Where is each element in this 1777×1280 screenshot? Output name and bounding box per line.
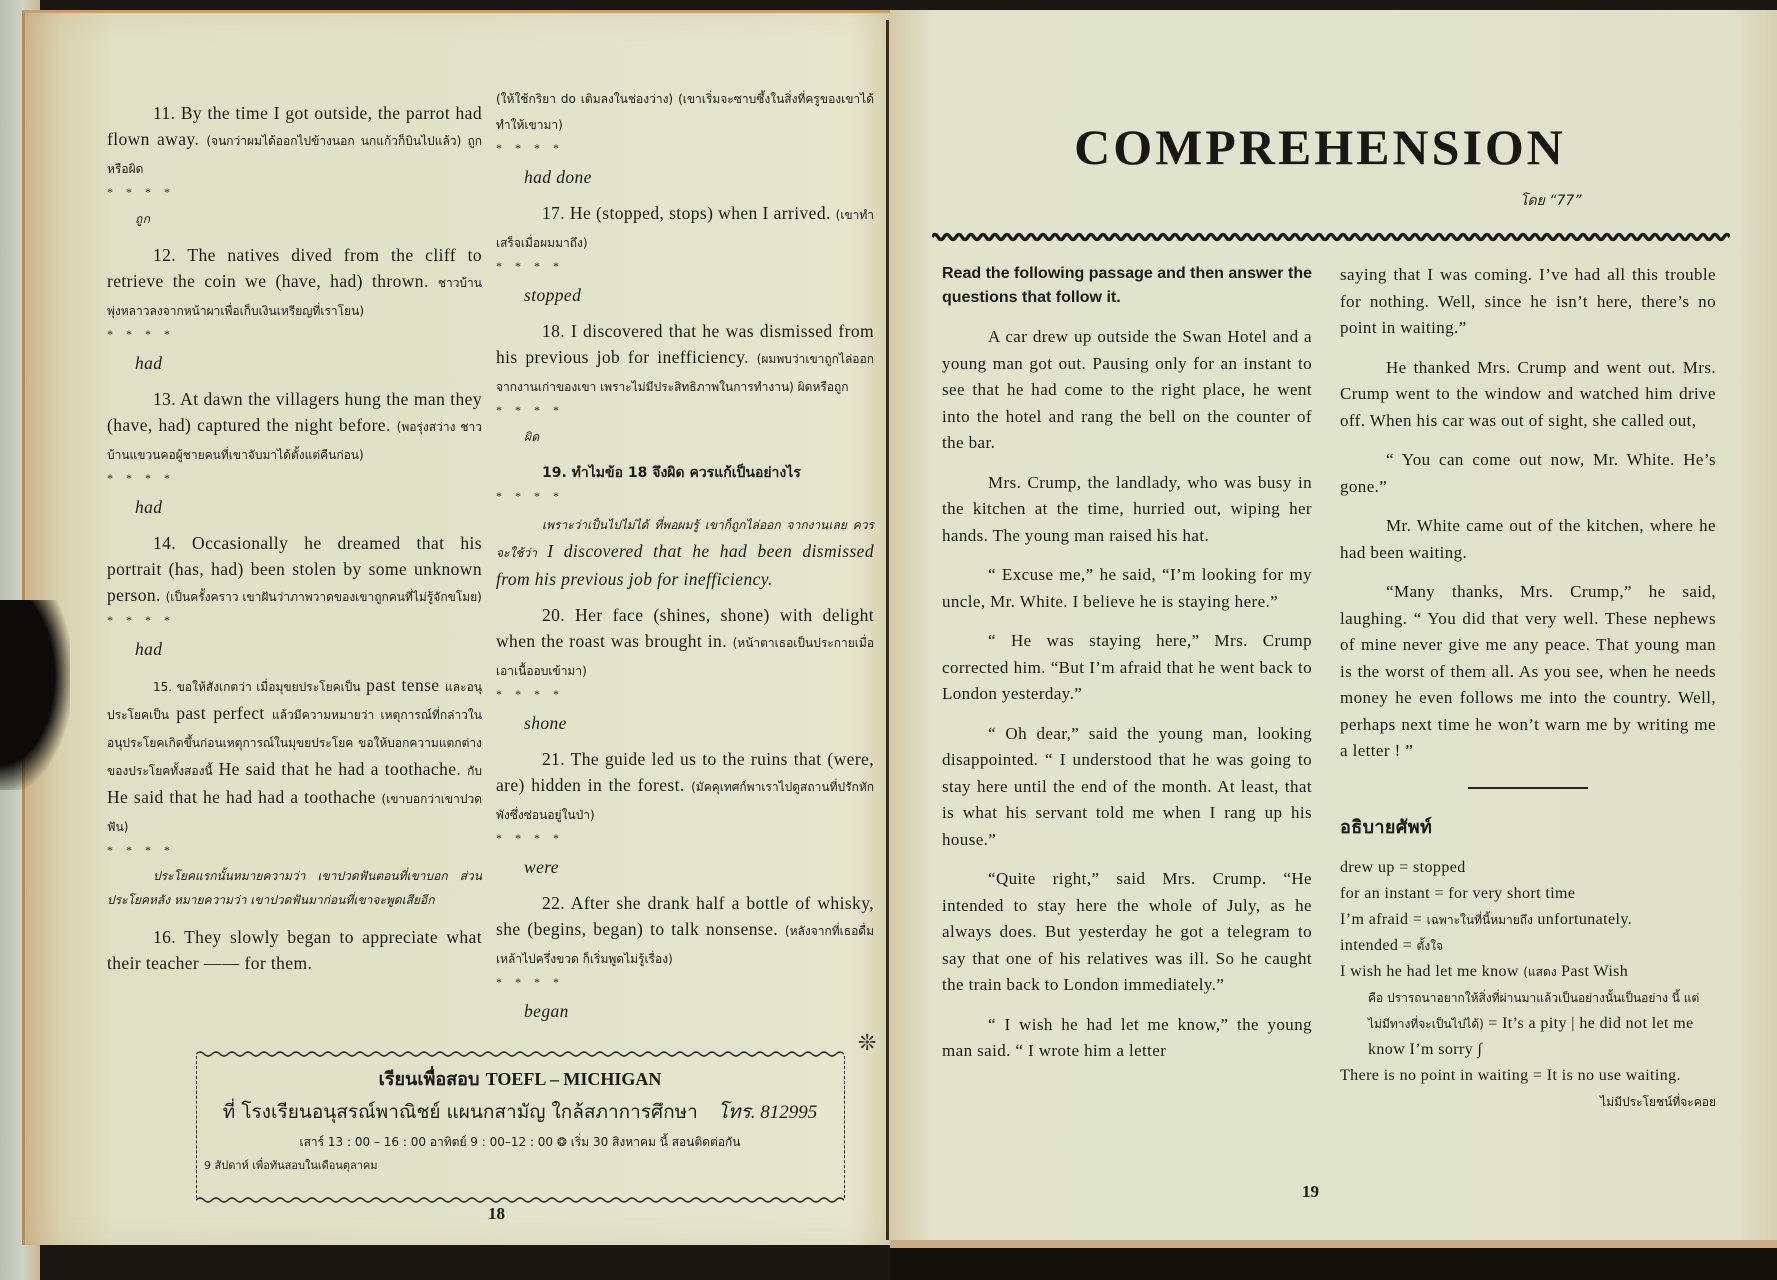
vocab-item: There is no point in waiting = It is no use waiting. [1340,1067,1681,1084]
left-column-2 [496,86,874,1034]
vocab-item: drew up = stopped [1340,859,1466,876]
separator-stars: * * * * [107,613,175,627]
thumb-shadow [0,600,70,790]
ad-location: ที่ โรงเรียนอนุสรณ์พาณิชย์ แผนกสามัญ ใกล้สภาการศึกษา โทร. 812995 [222,1101,818,1123]
vocab-item: intended = ตั้งใจ [1340,937,1444,954]
ad-title: เรียนเพื่อสอบ TOEFL – MICHIGAN [378,1069,662,1090]
answer-19: เพราะว่าเป็นไปไม่ได้ ที่พอผมรู้ เขาก็ถูกไล่ออก จากงานเลย ควรจะใช้ว่า I discovered that he had been dismissed from his previous job for inefficiency. [496,518,875,589]
separator-stars: * * * * [107,471,175,485]
page-number-left: 18 [488,1204,505,1223]
passage-paragraph: “Quite right,” said Mrs. Crump. “He intended to stay here the whole of July, as he always does. But yesterday he got a telegram to say that one of his relatives was ill. So he caught the train back to London immediately.” [942,869,1312,994]
answer-20: shone [524,713,567,733]
answer-12: had [135,353,163,373]
answer-11: ถูก [135,212,151,226]
answer-21: were [524,857,559,877]
advertisement-box [196,1054,844,1202]
exercise-16-continued: (ให้ใช้กริยา do เติมลงในช่องว่าง) (เขาเริ่มจะซาบซึ้งในสิ่งที่ครูของเขาได้ทำให้เขามา) [496,92,874,132]
separator-stars: * * * * [107,185,175,199]
passage-paragraph: saying that I was coming. I’ve had all this trouble for nothing. Well, since he isn’t here, there’s no point in waiting.” [1340,265,1716,337]
ornament-icon: ❊ [858,1030,877,1055]
book-spine [886,20,889,1240]
vocab-item-detail: คือ ปรารถนาอยากให้สิ่งที่ผ่านมาแล้วเป็นอย่างนั้นเป็นอย่าง นี้ แต่ไม่มีทางที่จะเป็นไปได้) = It’s a pity | he did not let me know I’m sorry ∫ [1368,991,1700,1058]
exercise-18: 18. I discovered that he was dismissed from his previous job for inefficiency. (ผมพบว่าเขาถูกไล่ออกจากงานเก่าของเขา เพราะไม่มีประสิทธิภาพในการทำงาน) ผิดหรือถูก [496,321,874,394]
page-number-right: 19 [1302,1182,1319,1201]
instructions: Read the following passage and then answer the questions that follow it. [942,265,1312,306]
passage-paragraph: A car drew up outside the Swan Hotel and a young man got out. Pausing only for an instant to see that he had come to the right place, he went into the hotel and rang the bell on the counter of the bar. [942,327,1312,452]
exercise-14: 14. Occasionally he dreamed that his portrait (has, had) been stolen by some unknown person. (เป็นครั้งคราว เขาฝันว่าภาพวาดของเขาถูกคนที่ไม่รู้จักขโมย) [107,533,482,605]
passage-column-2 [1340,262,1716,1115]
exercise-17: 17. He (stopped, stops) when I arrived. (เขาทำเสร็จเมื่อผมมาถึง) [496,203,875,250]
exercise-20: 20. Her face (shines, shone) with delight when the roast was brought in. (หน้าตาเธอเป็นประกายเมื่อเอาเนื้ออบเข้ามา) [496,605,874,678]
vocab-item: for an instant = for very short time [1340,885,1576,902]
separator-stars: * * * * [496,975,564,989]
passage-paragraph: “ He was staying here,” Mrs. Crump corrected him. “But I’m afraid that he went back to London yesterday.” [942,631,1312,703]
passage-paragraph: Mr. White came out of the kitchen, where he had been waiting. [1340,516,1716,562]
answer-14: had [135,639,163,659]
answer-15: ประโยคแรกนั้นหมายความว่า เขาปวดฟันตอนที่เขาบอก ส่วนประโยคหลัง หมายความว่า เขาปวดฟันมาก่อนที่เขาจะพูดเสียอีก [107,869,482,907]
ad-schedule: เสาร์ 13 : 00 – 16 : 00 อาทิตย์ 9 : 00–12 : 00 ❂ เริ่ม 30 สิงหาคม นี้ สอนติดต่อกัน [299,1135,741,1149]
section-rule [1468,787,1588,789]
vocab-item-detail: ไม่มีประโยชน์ที่จะคอย [1600,1095,1716,1109]
separator-stars: * * * * [496,489,564,503]
passage-paragraph: “ Excuse me,” he said, “I’m looking for my uncle, Mr. White. I believe he is staying here.” [942,565,1312,611]
exercise-21: 21. The guide led us to the ruins that (were, are) hidden in the forest. (มัคคุเทศก์พาเราไปดูสถานที่ปรักหักพังซึ่งซ่อนอยู่ในป่า) [496,749,874,822]
exercise-22: 22. After she drank half a bottle of whisky, she (begins, began) to talk nonsense. (หลังจากที่เธอดื่มเหล้าไปครึ่งขวด ก็เริ่มพูดไม่รู้เรื่อง) [496,893,874,966]
exercise-16: 16. They slowly began to appreciate what their teacher —— for them. [107,927,482,973]
separator-stars: * * * * [496,831,564,845]
passage-paragraph: “ Oh dear,” said the young man, looking disappointed. “ I understood that he was going to stay here until the end of the month. At least, that is what his servant told me when I rang up his house.” [942,723,1312,849]
separator-stars: * * * * [107,327,175,341]
answer-18: ผิด [524,430,540,444]
exercise-11: 11. By the time I got outside, the parrot had flown away. (จนกว่าผมได้ออกไปข้างนอก นกแก้วก็บินไปแล้ว) ถูกหรือผิด [107,103,483,176]
answer-22: began [524,1001,569,1021]
passage-paragraph: He thanked Mrs. Crump and went out. Mrs. Crump went to the window and watched him drive off. When his car was out of sight, she called out, [1340,357,1716,430]
separator-stars: * * * * [496,259,564,273]
passage-column-1 [942,262,1312,1078]
separator-stars: * * * * [496,687,564,701]
passage-paragraph: “ I wish he had let me know,” the young man said. “ I wrote him a letter [942,1014,1312,1060]
vocab-item: I wish he had let me know (แสดง Past Wish [1340,963,1629,980]
exercise-12: 12. The natives dived from the cliff to retrieve the coin we (have, had) thrown. ชาวบ้านพุ่งหลาวลงจากหน้าผาเพื่อเก็บเงินเหรียญที่เราโยน) [107,245,482,318]
exercise-13: 13. At dawn the villagers hung the man they (have, had) captured the night before. (พอรุ่งสว่าง ชาวบ้านแขวนคอผู้ชายคนที่เขาจับมาได้ตั้งแต่คืนก่อน) [107,389,483,462]
separator-stars: * * * * [107,843,175,857]
vocabulary-heading: อธิบายศัพท์ [1340,816,1433,838]
wavy-border-left [196,1056,203,1198]
table-surface-bottom [890,1248,1777,1280]
wavy-border-right [838,1056,845,1198]
answer-13: had [135,497,163,517]
left-column-1 [107,100,482,976]
answer-16: had done [524,167,592,187]
exercise-15: 15. ขอให้สังเกตว่า เมื่อมุขยประโยคเป็น past tense และอนุประโยคเป็น past perfect แล้วมีความหมายว่า เหตุการณ์ที่กล่าวในอนุประโยคเกิดขึ้นก่อนเหตุการณ์ในมุขยประโยค ขอให้บอกความแตกต่างของประโยคทั้งสองนี้ He said that he had a toothache. กับ He said that he had had a toothache (เขาบอกว่าเขาปวดฟัน) [107,675,482,834]
wavy-border-bottom [196,1196,844,1204]
page-title: COMPREHENSION [1074,119,1566,175]
exercise-19: 19. ทำไมข้อ 18 จึงผิด ควรแก้เป็นอย่างไร [542,465,801,481]
passage-paragraph: “ You can come out now, Mr. White. He’s gone.” [1340,450,1716,496]
separator-stars: * * * * [496,141,564,155]
passage-paragraph: Mrs. Crump, the landlady, who was busy in the kitchen at the time, hurried out, wiping her hands. The young man raised his hat. [942,472,1312,545]
vocab-item: I’m afraid = เฉพาะในที่นี้หมายถึง unfortunately. [1340,911,1633,928]
answer-17: stopped [524,285,582,305]
separator-stars: * * * * [496,403,564,417]
wavy-divider [932,232,1730,242]
passage-paragraph: “Many thanks, Mrs. Crump,” he said, laughing. “ You did that very well. These nephews of mine never give me any peace. That young man is the worst of them all. As you see, when he needs money he even follows me into the country. Well, perhaps next time he won’t warn me by writing me a letter ! ” [1340,582,1716,760]
ad-footer: 9 สัปดาห์ เพื่อทันสอบในเดือนตุลาคม [204,1159,378,1172]
author-byline: โดย “77” [1520,193,1582,209]
